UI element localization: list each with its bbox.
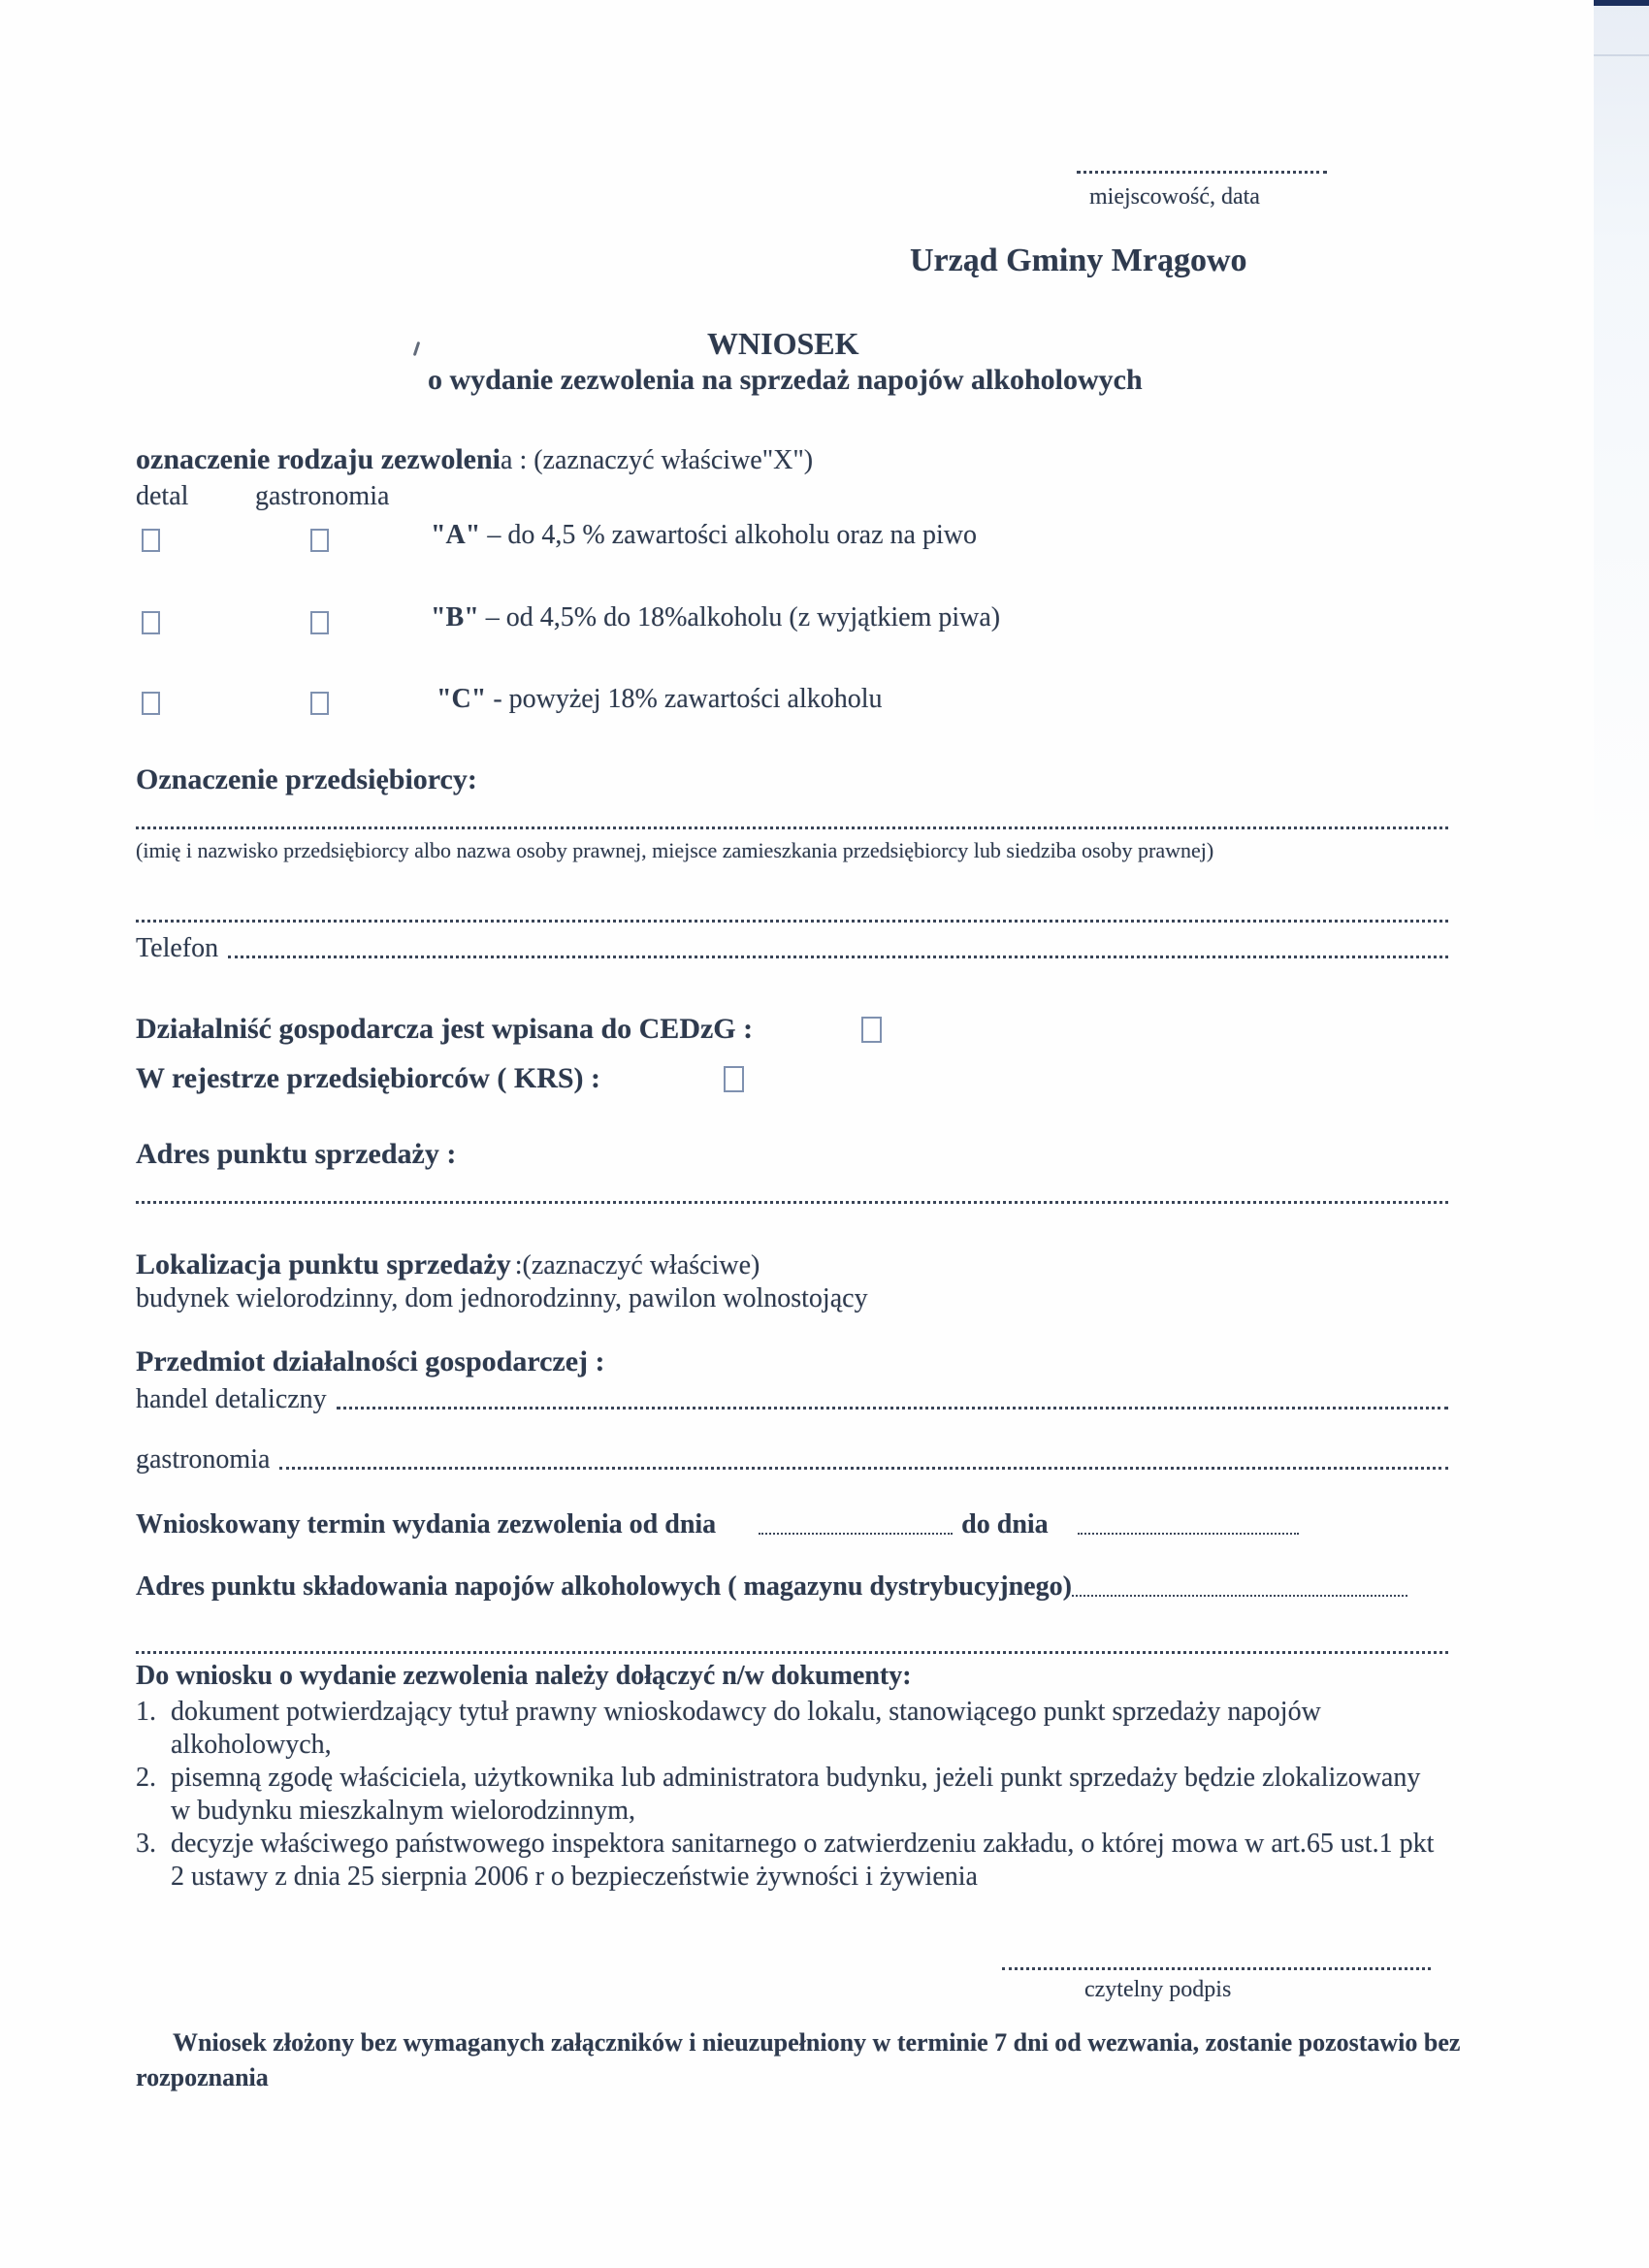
form-subtitle: o wydanie zezwolenia na sprzedaż napojów alkoholowych bbox=[428, 364, 1143, 396]
permit-row-c bbox=[436, 684, 883, 715]
checkbox-gastronomia-c[interactable] bbox=[310, 692, 329, 715]
storage-line bbox=[136, 1571, 1407, 1603]
storage-label: Adres punktu składowania napojów alkoholowych ( magazynu dystrybucyjnego) bbox=[136, 1571, 1072, 1602]
gastronomy-fill-line[interactable] bbox=[279, 1461, 1448, 1470]
permit-c-desc: - powyżej 18% zawartości alkoholu bbox=[486, 684, 883, 714]
permit-b-desc: – od 4,5% do 18%alkoholu (z wyjątkiem piwa) bbox=[478, 602, 1001, 632]
permit-c-code: "C" bbox=[436, 684, 487, 714]
signature-label: czytelny podpis bbox=[1084, 1977, 1232, 2002]
location-options: budynek wielorodzinny, dom jednorodzinny, pawilon wolnostojący bbox=[136, 1283, 868, 1313]
telefon-fill-line[interactable] bbox=[228, 950, 1448, 958]
footer-note: Wniosek złożony bez wymaganych załączników i nieuzupełniony w terminie 7 dni od wezwania, zostanie pozostawio bez rozpoznania bbox=[136, 2028, 1461, 2091]
attachment-item-3 bbox=[136, 1828, 1494, 1894]
permit-row-a bbox=[431, 520, 977, 551]
permit-a-desc: – do 4,5 % zawartości alkoholu oraz na piwo bbox=[480, 520, 977, 550]
attachment-item-1 bbox=[136, 1696, 1494, 1762]
attachment-1-number: 1. bbox=[136, 1697, 156, 1727]
term-line bbox=[136, 1509, 1300, 1540]
scan-edge-faint-line bbox=[1594, 54, 1649, 56]
signature-fill-line[interactable] bbox=[1002, 1948, 1431, 1970]
entrepreneur-fill-line-2[interactable] bbox=[136, 900, 1448, 923]
cedzg-label: Działalniść gospodarcza jest wpisana do CEDzG : bbox=[136, 1013, 754, 1045]
permit-row-b bbox=[431, 602, 1000, 633]
telefon-label: Telefon bbox=[136, 933, 219, 963]
business-subject-heading: Przedmiot działalności gospodarczej : bbox=[136, 1345, 605, 1377]
permit-b-code: "B" bbox=[431, 602, 479, 632]
krs-label: W rejestrze przedsiębiorców ( KRS) : bbox=[136, 1062, 601, 1094]
attachments-list bbox=[136, 1696, 1494, 1894]
location-heading-rest: :(zaznaczyć właściwe) bbox=[514, 1250, 760, 1280]
location-heading-bold: Lokalizacja punktu sprzedaży bbox=[136, 1248, 511, 1280]
retail-fill-line[interactable] bbox=[337, 1401, 1448, 1409]
permit-type-heading bbox=[136, 443, 813, 476]
column-header-detal: detal bbox=[136, 481, 189, 511]
permit-type-heading-bold: oznaczenie rodzaju zezwoleni bbox=[136, 443, 501, 475]
retail-line bbox=[136, 1384, 1448, 1415]
entrepreneur-hint: (imię i nazwisko przedsiębiorcy albo nazwa osoby prawnej, miejsce zamieszkania przedsiębiorcy lub siedziba osoby prawnej) bbox=[136, 838, 1214, 862]
attachment-item-2 bbox=[136, 1762, 1494, 1828]
telefon-line bbox=[136, 933, 1448, 964]
office-name: Urząd Gminy Mrągowo bbox=[910, 243, 1247, 278]
place-date-fill-line[interactable] bbox=[1077, 151, 1327, 174]
column-header-gastronomia: gastronomia bbox=[255, 481, 390, 511]
checkbox-detal-c[interactable] bbox=[142, 692, 160, 715]
form-title: WNIOSEK bbox=[707, 326, 859, 361]
term-from-fill-line[interactable] bbox=[759, 1527, 953, 1535]
scan-edge-top-bar bbox=[1594, 0, 1649, 6]
place-date-label: miejscowość, data bbox=[1089, 184, 1260, 210]
term-label: Wnioskowany termin wydania zezwolenia od dnia bbox=[136, 1509, 717, 1539]
term-to-label: do dnia bbox=[961, 1509, 1049, 1539]
checkbox-detal-b[interactable] bbox=[142, 611, 160, 634]
scan-artifact-mark bbox=[413, 341, 420, 356]
entrepreneur-fill-line-1[interactable] bbox=[136, 807, 1448, 829]
checkbox-krs[interactable] bbox=[724, 1066, 744, 1092]
checkbox-gastronomia-b[interactable] bbox=[310, 611, 329, 634]
retail-label: handel detaliczny bbox=[136, 1384, 327, 1414]
storage-fill-line-2[interactable] bbox=[136, 1632, 1448, 1654]
checkbox-detal-a[interactable] bbox=[142, 529, 160, 552]
gastronomy-line bbox=[136, 1444, 1448, 1475]
storage-fill-line[interactable] bbox=[1072, 1589, 1407, 1597]
permit-type-heading-rest: a : (zaznaczyć właściwe"X") bbox=[501, 445, 814, 475]
term-to-fill-line[interactable] bbox=[1078, 1527, 1299, 1535]
scan-edge-strip bbox=[1594, 0, 1649, 970]
attachments-heading: Do wniosku o wydanie zezwolenia należy dołączyć n/w dokumenty: bbox=[136, 1661, 912, 1691]
entrepreneur-heading: Oznaczenie przedsiębiorcy: bbox=[136, 763, 477, 795]
checkbox-cedzg[interactable] bbox=[861, 1017, 882, 1043]
sale-point-address-heading: Adres punktu sprzedaży : bbox=[136, 1138, 457, 1170]
checkbox-gastronomia-a[interactable] bbox=[310, 529, 329, 552]
gastronomy-label: gastronomia bbox=[136, 1444, 271, 1474]
attachment-1-text: dokument potwierdzający tytuł prawny wnioskodawcy do lokalu, stanowiącego punkt sprzedaży napojów alkoholowych, bbox=[171, 1697, 1321, 1760]
permit-a-code: "A" bbox=[431, 520, 481, 550]
attachment-3-text: decyzje właściwego państwowego inspektora sanitarnego o zatwierdzeniu zakładu, o której mowa w art.65 ust.1 pkt 2 ustawy z dnia 25 sierpnia 2006 r o bezpieczeństwie żywności i żywienia bbox=[171, 1829, 1435, 1892]
attachment-2-text: pisemną zgodę właściciela, użytkownika lub administratora budynku, jeżeli punkt sprzedaży będzie zlokalizowany w budynku mieszkalnym wielorodzinnym, bbox=[171, 1763, 1421, 1826]
location-heading bbox=[136, 1248, 760, 1281]
attachment-2-number: 2. bbox=[136, 1763, 156, 1793]
sale-point-address-fill-line[interactable] bbox=[136, 1182, 1448, 1204]
attachment-3-number: 3. bbox=[136, 1829, 156, 1859]
